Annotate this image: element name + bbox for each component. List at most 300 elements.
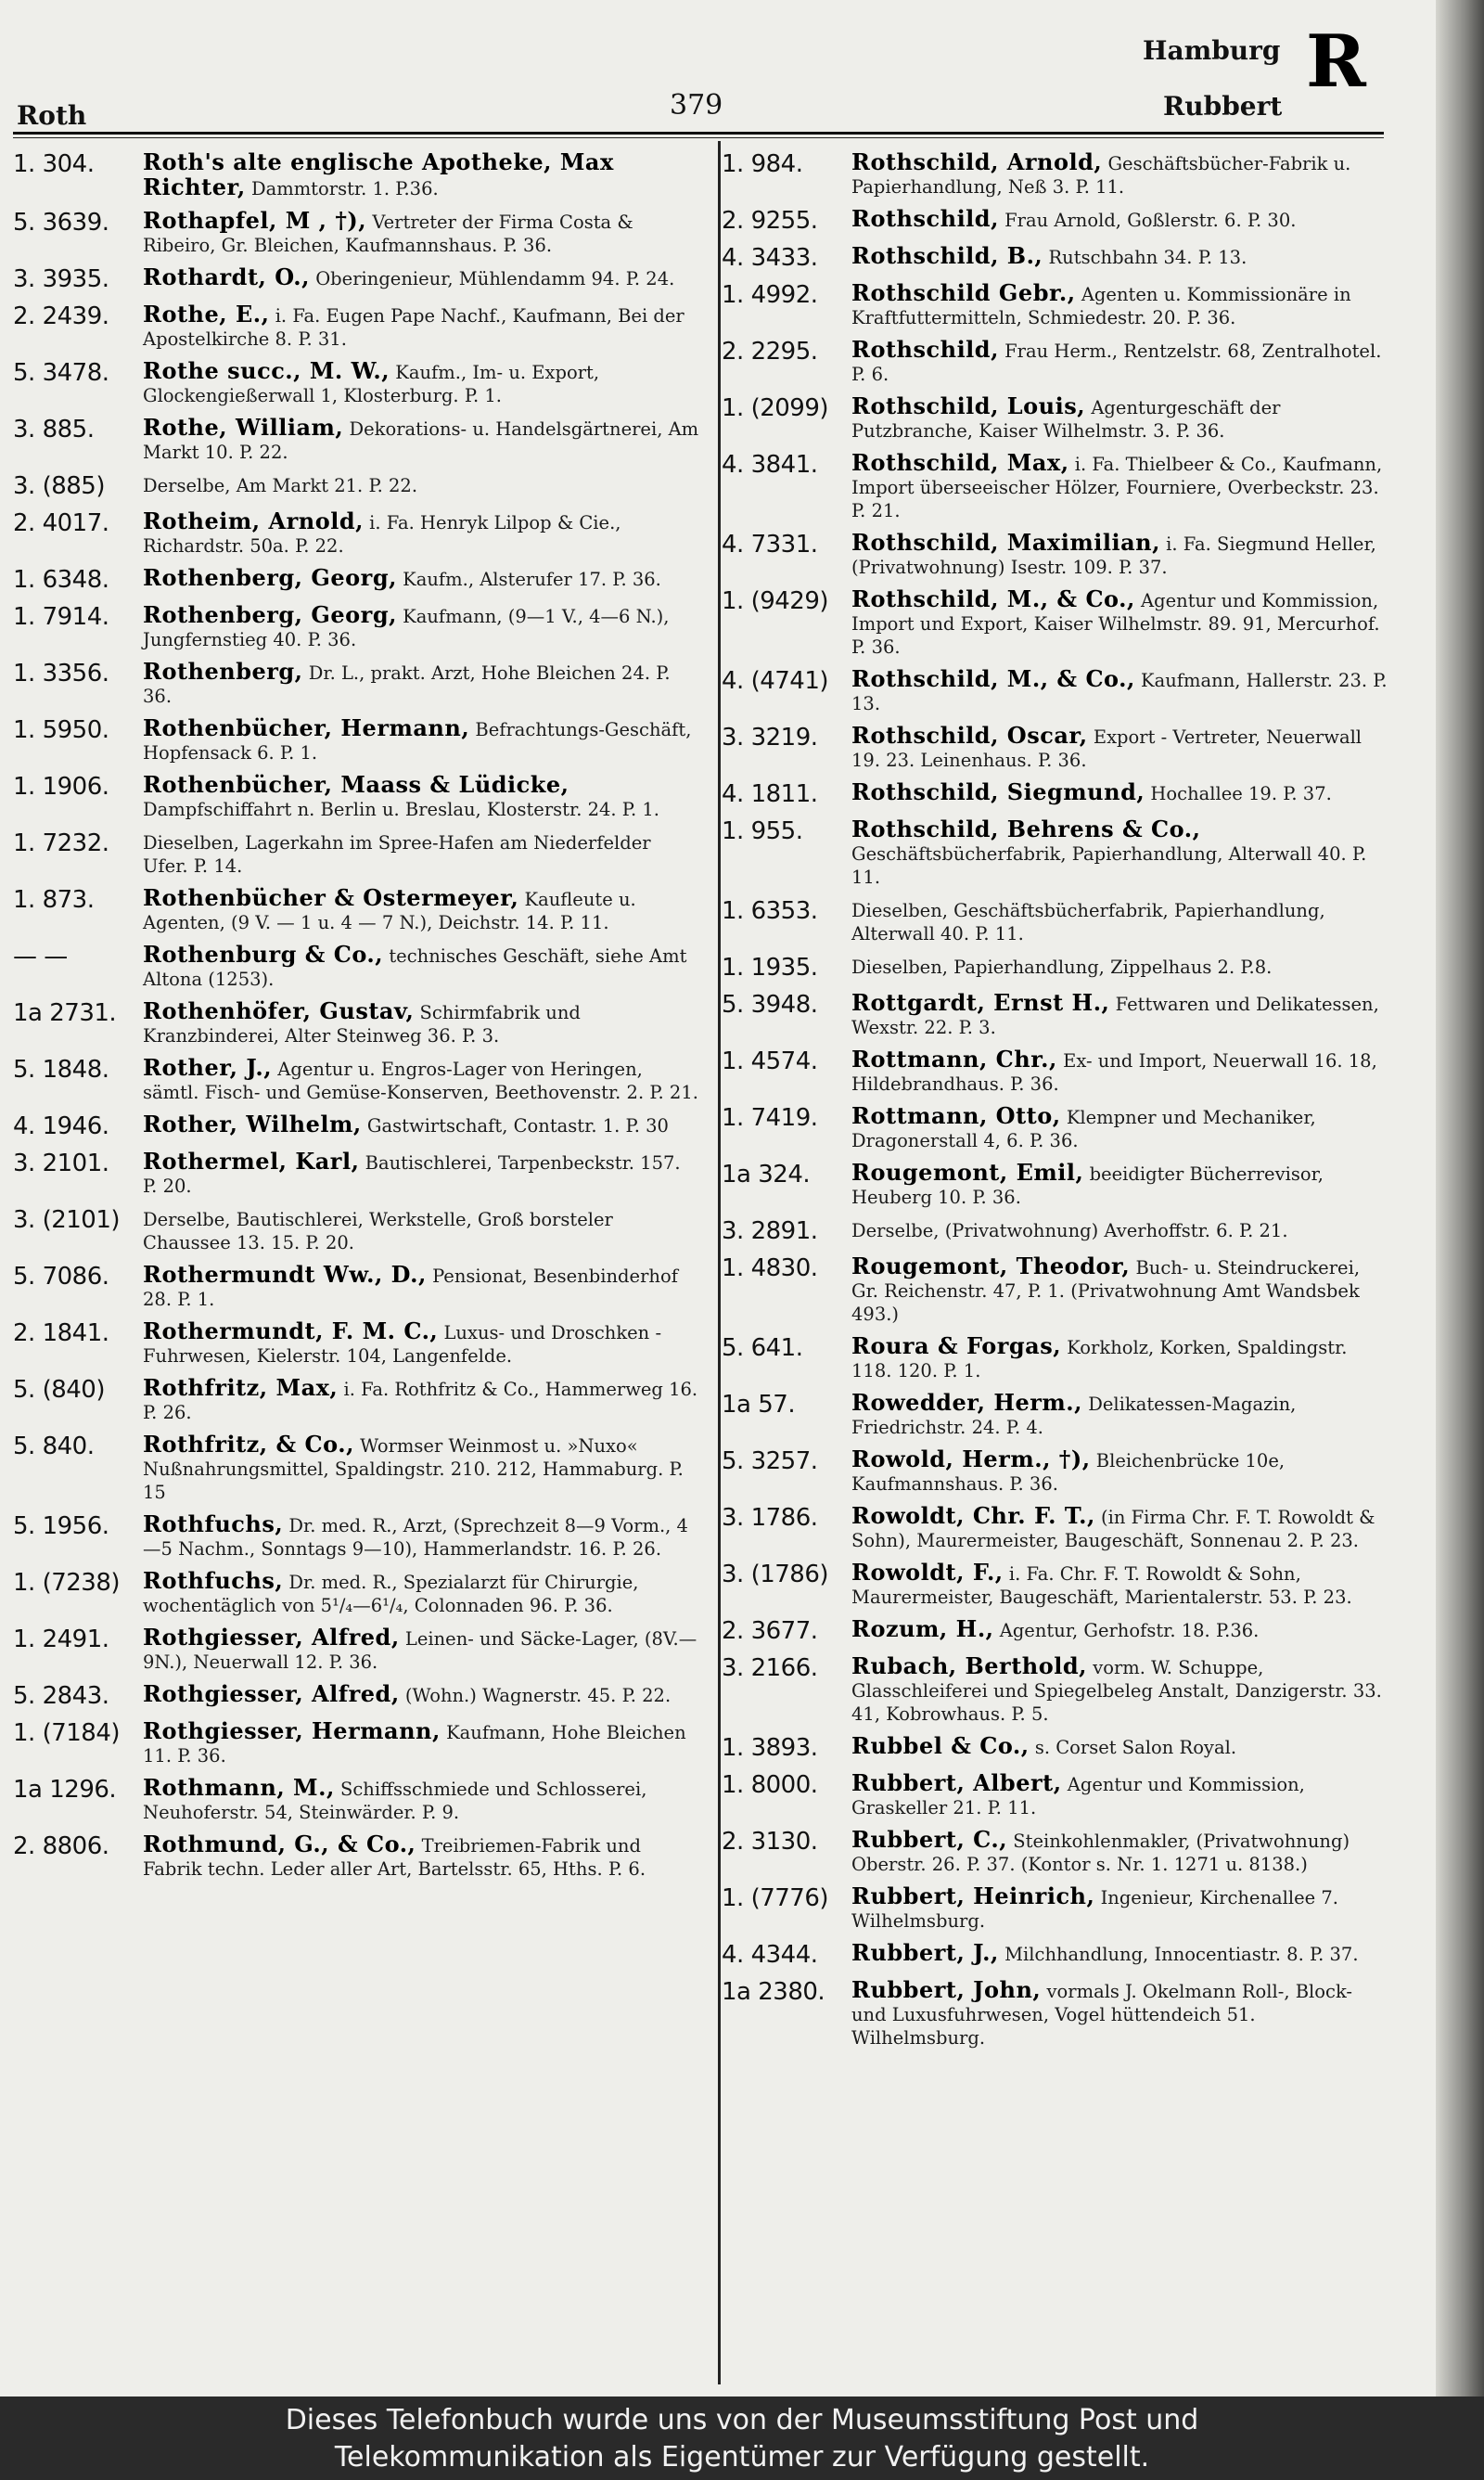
subscriber-name: Rothe, E.,: [143, 301, 270, 328]
entry-text: [143, 1112, 699, 1137]
header-section-letter: R: [1306, 19, 1366, 104]
entry-text: [143, 773, 699, 821]
directory-entry: [722, 667, 1389, 715]
directory-entry: [722, 1734, 1389, 1763]
entry-text: [851, 281, 1389, 329]
entry-detail: Kaufmann, Hallerstr. 23. P. 13.: [851, 670, 1388, 714]
phone-number: 2. 2295.: [722, 338, 818, 366]
subscriber-name: Rothfuchs,: [143, 1510, 284, 1537]
entry-detail: Buch- u. Steindruckerei, Gr. Reichenstr. 47, P. 1. (Privatwohnung Amt Wandsbek 493.): [851, 1257, 1361, 1325]
entry-detail: vormals J. Okelmann Roll-, Block- und Luxusfuhrwesen, Vogel hüttendeich 51. Wilhelmsburg.: [851, 1981, 1353, 2049]
entry-detail: Schirmfabrik und Kranzbinderei, Alter Steinweg 36. P. 3.: [143, 1002, 581, 1047]
entry-detail: Kaufm., Alsterufer 17. P. 36.: [403, 569, 661, 590]
entry-text: [143, 1719, 699, 1767]
entry-text: [143, 1776, 699, 1824]
entry-detail: Fettwaren und Delikatessen, Wexstr. 22. P. 3.: [851, 994, 1379, 1038]
phone-number: 2. 8806.: [13, 1832, 109, 1860]
directory-entry: [13, 999, 699, 1047]
subscriber-name: Roura & Forgas,: [851, 1332, 1062, 1359]
subscriber-name: Rottmann, Chr.,: [851, 1046, 1057, 1073]
entry-text: [143, 302, 699, 351]
entry-detail: Leinen- und Säcke-Lager, (8V.—9N.), Neuerwall 12. P. 36.: [143, 1628, 697, 1673]
entry-text: [851, 667, 1389, 715]
entry-text: [851, 954, 1389, 979]
phone-number: 2. 1841.: [13, 1319, 109, 1347]
entry-text: [143, 416, 699, 464]
entry-text: [143, 1206, 699, 1254]
phone-number: 1. 3893.: [722, 1734, 818, 1762]
directory-entry: [722, 531, 1389, 579]
subscriber-name: Rothermundt, F. M. C.,: [143, 1317, 439, 1344]
directory-entry: [722, 394, 1389, 443]
directory-entry: [13, 509, 699, 558]
left-column: [13, 150, 699, 1889]
subscriber-name: Rother, Wilhelm,: [143, 1111, 362, 1137]
phone-number: 1. 955.: [722, 817, 803, 845]
phone-number: 1. 8000.: [722, 1771, 818, 1799]
phone-number: 3. 2101.: [13, 1150, 109, 1177]
phone-number: 2. 9255.: [722, 207, 818, 235]
subscriber-name: Rothenhöfer, Gustav,: [143, 997, 415, 1024]
subscriber-name: Rubbert, Heinrich,: [851, 1882, 1095, 1909]
entry-text: [143, 1319, 699, 1368]
subscriber-name: Rothardt, O.,: [143, 263, 310, 290]
entry-text: [143, 1512, 699, 1561]
subscriber-name: Roth's alte englische Apotheke, Max Richter,: [143, 148, 614, 200]
phone-number: — —: [13, 943, 68, 970]
entry-text: [851, 150, 1389, 199]
phone-number: 2. 3677.: [722, 1617, 818, 1645]
entry-text: [143, 509, 699, 558]
directory-entry: [722, 1561, 1389, 1609]
subscriber-name: Rougemont, Theodor,: [851, 1253, 1131, 1279]
footer-line-1: Dieses Telefonbuch wurde uns von der Museumsstiftung Post und: [285, 2404, 1199, 2436]
subscriber-name: Rothe succ., M. W.,: [143, 357, 390, 384]
subscriber-name: Rothgiesser, Alfred,: [143, 1624, 400, 1651]
entry-text: [851, 1334, 1389, 1382]
phone-number: 4. 3433.: [722, 244, 818, 272]
entry-text: [851, 1828, 1389, 1876]
directory-entry: [722, 1884, 1389, 1933]
directory-entry: [722, 338, 1389, 386]
phone-number: 1. 984.: [722, 150, 803, 178]
subscriber-name: Rothenburg & Co.,: [143, 941, 384, 968]
header-keyword-right: Rubbert: [1163, 91, 1283, 122]
entry-text: [851, 394, 1389, 443]
entry-detail: vorm. W. Schuppe, Glasschleiferei und Spiegelbeleg Anstalt, Danzigerstr. 33. 41, Kobrowhaus. P. 5.: [851, 1657, 1382, 1725]
entry-text: [143, 1625, 699, 1674]
phone-number: 5. 3257.: [722, 1447, 818, 1475]
subscriber-name: Rubbel & Co.,: [851, 1732, 1030, 1759]
directory-entry: [13, 660, 699, 708]
phone-number: 1. 4830.: [722, 1254, 818, 1282]
phone-number: 5. 840.: [13, 1433, 95, 1460]
phone-number: 3. 2166.: [722, 1654, 818, 1682]
phone-number: 4. 3841.: [722, 451, 818, 479]
entry-text: [851, 1504, 1389, 1552]
directory-entry: [722, 1941, 1389, 1970]
directory-entry: [722, 207, 1389, 236]
directory-entry: [13, 1682, 699, 1711]
entry-text: [851, 1884, 1389, 1933]
entry-detail: Dr. med. R., Arzt, (Sprechzeit 8—9 Vorm., 4—5 Nachm., Sonntags 9—10), Hammerlandstr. 16. P. 26.: [143, 1515, 688, 1560]
entry-detail: (in Firma Chr. F. T. Rowoldt & Sohn), Maurermeister, Baugeschäft, Sonnenau 2. P. 23.: [851, 1507, 1375, 1551]
phone-number: 1. (2099): [722, 394, 829, 422]
phone-number: 4. 1946.: [13, 1112, 109, 1140]
entry-text: [143, 1263, 699, 1311]
phone-number: 1a 324.: [722, 1161, 811, 1189]
phone-number: 3. 885.: [13, 416, 95, 443]
entry-text: [143, 716, 699, 765]
entry-detail: Dieselben, Lagerkahn im Spree-Hafen am Niederfelder Ufer. P. 14.: [143, 832, 651, 877]
entry-text: [143, 1150, 699, 1198]
directory-entry: [722, 587, 1389, 659]
entry-text: [851, 1104, 1389, 1152]
entry-detail: Agentur und Kommission, Graskeller 21. P. 11.: [851, 1774, 1305, 1818]
subscriber-name: Rothschild, Louis,: [851, 392, 1086, 419]
directory-entry: [13, 1776, 699, 1824]
directory-entry: [13, 302, 699, 351]
entry-text: [851, 1391, 1389, 1439]
entry-detail: Korkholz, Korken, Spaldingstr. 118. 120. P. 1.: [851, 1337, 1348, 1381]
entry-detail: Wormser Weinmost u. »Nuxo« Nußnahrungsmittel, Spaldingstr. 210. 212, Hammaburg. P. 15: [143, 1435, 684, 1503]
phone-number: 5. 641.: [722, 1334, 803, 1362]
entry-detail: Luxus- und Droschken - Fuhrwesen, Kielerstr. 104, Langenfelde.: [143, 1322, 662, 1367]
entry-detail: Agentur, Gerhofstr. 18. P.36.: [999, 1620, 1260, 1641]
directory-entry: [13, 773, 699, 821]
entry-detail: Derselbe, Am Markt 21. P. 22.: [143, 475, 418, 496]
subscriber-name: Rothschild, B.,: [851, 242, 1043, 269]
subscriber-name: Rotheim, Arnold,: [143, 508, 364, 534]
entry-text: [143, 1376, 699, 1424]
subscriber-name: Rothenberg, Georg,: [143, 601, 397, 628]
entry-text: [143, 150, 699, 200]
entry-text: [143, 566, 699, 591]
directory-entry: [722, 954, 1389, 983]
entry-text: [851, 1734, 1389, 1759]
page-number: 379: [670, 89, 723, 122]
directory-entry: [722, 1334, 1389, 1382]
directory-entry: [722, 1504, 1389, 1552]
entry-text: [851, 207, 1389, 232]
subscriber-name: Rothschild, Behrens & Co.,: [851, 816, 1201, 842]
entry-text: [851, 1447, 1389, 1496]
entry-text: [143, 829, 699, 878]
phone-number: 4. (4741): [722, 667, 829, 695]
entry-detail: i. Fa. Rothfritz & Co., Hammerweg 16. P. 26.: [143, 1379, 698, 1423]
entry-text: [851, 1254, 1389, 1326]
entry-detail: i. Fa. Thielbeer & Co., Kaufmann, Import überseeischer Hölzer, Fourniere, Overbeckstr. 23. P. 21.: [851, 454, 1383, 521]
phone-number: 2. 4017.: [13, 509, 109, 537]
phone-number: 1. 6353.: [722, 897, 818, 925]
entry-detail: Derselbe, (Privatwohnung) Averhoffstr. 6. P. 21.: [851, 1220, 1288, 1241]
entry-text: [851, 1771, 1389, 1819]
subscriber-name: Rothermel, Karl,: [143, 1148, 360, 1175]
directory-entry: [722, 244, 1389, 273]
subscriber-name: Rothenberg,: [143, 658, 303, 685]
directory-entry: [13, 566, 699, 595]
header-keyword-left: Roth: [17, 100, 87, 131]
phone-number: 3. 1786.: [722, 1504, 818, 1532]
entry-text: [851, 817, 1389, 889]
entry-detail: Dekorations- u. Handelsgärtnerei, Am Markt 10. P. 22.: [143, 418, 699, 463]
entry-detail: Klempner und Mechaniker, Dragonerstall 4, 6. P. 36.: [851, 1107, 1316, 1151]
subscriber-name: Rothfritz, & Co.,: [143, 1431, 354, 1458]
entry-text: [143, 1433, 699, 1504]
entry-detail: Oberingenieur, Mühlendamm 94. P. 24.: [315, 268, 675, 289]
subscriber-name: Rothenberg, Georg,: [143, 564, 397, 591]
subscriber-name: Rothschild, Arnold,: [851, 148, 1103, 175]
directory-entry: [13, 1433, 699, 1504]
header-rule-thin: [13, 137, 1384, 138]
entry-detail: Geschäftsbücher-Fabrik u. Papierhandlung, Neß 3. P. 11.: [851, 153, 1351, 198]
directory-entry: [13, 1512, 699, 1561]
subscriber-name: Rothapfel, M , †),: [143, 207, 367, 234]
entry-detail: Milchhandlung, Innocentiastr. 8. P. 37.: [1004, 1944, 1359, 1965]
phone-number: 1. 2491.: [13, 1625, 109, 1653]
phone-number: 1. 6348.: [13, 566, 109, 594]
entry-detail: Hochallee 19. P. 37.: [1150, 783, 1332, 804]
entry-text: [851, 1654, 1389, 1726]
directory-entry: [722, 1654, 1389, 1726]
directory-entry: [13, 1625, 699, 1674]
entry-text: [143, 1056, 699, 1104]
entry-detail: Gastwirtschaft, Contastr. 1. P. 30: [366, 1115, 669, 1137]
subscriber-name: Rowedder, Herm.,: [851, 1389, 1083, 1416]
entry-text: [851, 1978, 1389, 2050]
entry-text: [851, 897, 1389, 945]
phone-number: 2. 3130.: [722, 1828, 818, 1856]
phone-number: 1a 1296.: [13, 1776, 117, 1804]
directory-entry: [722, 1447, 1389, 1496]
subscriber-name: Rothschild, Siegmund,: [851, 778, 1145, 805]
directory-entry: [722, 991, 1389, 1039]
entry-detail: Derselbe, Bautischlerei, Werkstelle, Groß borsteler Chaussee 13. 15. P. 20.: [143, 1209, 613, 1253]
subscriber-name: Rozum, H.,: [851, 1615, 994, 1642]
subscriber-name: Rothenbücher, Hermann,: [143, 714, 470, 741]
column-divider: [718, 141, 721, 2384]
entry-detail: i. Fa. Henryk Lilpop & Cie., Richardstr. 50a. P. 22.: [143, 512, 621, 557]
entry-detail: Geschäftsbücherfabrik, Papierhandlung, Alterwall 40. P. 11.: [851, 843, 1367, 888]
subscriber-name: Rothschild, Max,: [851, 449, 1069, 476]
entry-text: [851, 1047, 1389, 1096]
phone-number: 5. 1956.: [13, 1512, 109, 1540]
phone-number: 1. (7184): [13, 1719, 121, 1747]
entry-text: [851, 991, 1389, 1039]
directory-entry: [13, 1056, 699, 1104]
subscriber-name: Rottmann, Otto,: [851, 1102, 1061, 1129]
subscriber-name: Rothe, William,: [143, 414, 344, 441]
entry-detail: Delikatessen-Magazin, Friedrichstr. 24. P. 4.: [851, 1394, 1297, 1438]
entry-detail: Dr. med. R., Spezialarzt für Chirurgie, wochentäglich von 5¹/₄—6¹/₄, Colonnaden 96. P. 36.: [143, 1572, 639, 1616]
phone-number: 1. 7914.: [13, 603, 109, 631]
entry-text: [851, 244, 1389, 269]
phone-number: 1. 3356.: [13, 660, 109, 687]
entry-text: [851, 1617, 1389, 1642]
entry-detail: technisches Geschäft, siehe Amt Altona (1253).: [143, 945, 687, 990]
subscriber-name: Rowoldt, Chr. F. T.,: [851, 1502, 1095, 1529]
entry-text: [143, 999, 699, 1047]
entry-detail: Frau Arnold, Goßlerstr. 6. P. 30.: [1004, 210, 1297, 231]
entry-detail: Kaufleute u. Agenten, (9 V. — 1 u. 4 — 7 N.), Deichstr. 14. P. 11.: [143, 889, 636, 933]
directory-entry: [722, 1617, 1389, 1646]
phone-number: 3. 2891.: [722, 1217, 818, 1245]
right-column: [722, 150, 1389, 2058]
phone-number: 3. (885): [13, 472, 105, 500]
entry-detail: i. Fa. Chr. F. T. Rowoldt & Sohn, Maurermeister, Baugeschäft, Marientalerstr. 53. P. 23.: [851, 1563, 1352, 1608]
directory-entry: [722, 451, 1389, 522]
directory-entry: [13, 150, 699, 200]
entry-detail: Steinkohlenmakler, (Privatwohnung) Oberstr. 26. P. 37. (Kontor s. Nr. 1. 1271 u. 8138.): [851, 1831, 1350, 1875]
header-city: Hamburg: [1143, 35, 1281, 66]
phone-number: 3. 3219.: [722, 724, 818, 752]
entry-text: [143, 603, 699, 651]
entry-detail: Bleichenbrücke 10e, Kaufmannshaus. P. 36.: [851, 1450, 1286, 1495]
phone-number: 1. 5950.: [13, 716, 109, 744]
directory-entry: [13, 943, 699, 991]
entry-detail: Kaufmann, Hohe Bleichen 11. P. 36.: [143, 1722, 686, 1767]
entry-text: [143, 660, 699, 708]
entry-detail: Schiffsschmiede und Schlosserei, Neuhoferstr. 54, Steinwärder. P. 9.: [143, 1779, 647, 1823]
phone-number: 1. 1906.: [13, 773, 109, 801]
entry-text: [143, 359, 699, 407]
subscriber-name: Rothschild Gebr.,: [851, 279, 1076, 306]
directory-entry: [722, 724, 1389, 772]
entry-detail: Dieselben, Papierhandlung, Zippelhaus 2. P.8.: [851, 957, 1273, 978]
entry-detail: Bautischlerei, Tarpenbeckstr. 157. P. 20.: [143, 1152, 681, 1197]
phone-number: 5. 3639.: [13, 209, 109, 237]
subscriber-name: Rothmund, G., & Co.,: [143, 1831, 416, 1857]
phone-number: 1. 4574.: [722, 1047, 818, 1075]
directory-entry: [13, 829, 699, 878]
entry-text: [143, 209, 699, 257]
entry-text: [851, 1217, 1389, 1242]
phone-number: 2. 2439.: [13, 302, 109, 330]
phone-number: 1. 873.: [13, 886, 95, 914]
phone-number: 3. (1786): [722, 1561, 829, 1588]
footer-line-2: Telekommunikation als Eigentümer zur Verfügung gestellt.: [334, 2441, 1150, 2474]
directory-entry: [722, 1978, 1389, 2050]
subscriber-name: Rubbert, J.,: [851, 1939, 999, 1966]
subscriber-name: Rothenbücher, Maass & Lüdicke,: [143, 771, 569, 798]
footer-notice: [0, 2396, 1484, 2480]
entry-detail: Ingenieur, Kirchenallee 7. Wilhelmsburg.: [851, 1887, 1339, 1932]
directory-entry: [722, 780, 1389, 809]
phone-number: 4. 4344.: [722, 1941, 818, 1969]
phone-number: 1. (9429): [722, 587, 829, 615]
phone-number: 1a 57.: [722, 1391, 796, 1419]
phone-number: 1a 2380.: [722, 1978, 825, 2006]
entry-detail: Agenten u. Kommissionäre in Kraftfuttermitteln, Schmiedestr. 20. P. 36.: [851, 284, 1351, 328]
header-rule: [13, 132, 1384, 135]
directory-entry: [13, 1112, 699, 1141]
directory-entry: [722, 1828, 1389, 1876]
phone-number: 4. 7331.: [722, 531, 818, 559]
phone-number: 5. 2843.: [13, 1682, 109, 1710]
directory-entry: [13, 1569, 699, 1617]
entry-text: [143, 1569, 699, 1617]
directory-entry: [13, 359, 699, 407]
entry-text: [143, 886, 699, 934]
subscriber-name: Rothschild,: [851, 205, 999, 232]
subscriber-name: Rothfuchs,: [143, 1567, 284, 1594]
phone-number: 5. 7086.: [13, 1263, 109, 1291]
directory-entry: [13, 1319, 699, 1368]
subscriber-name: Rothschild, Maximilian,: [851, 529, 1160, 556]
phone-number: 1a 2731.: [13, 999, 117, 1027]
entry-detail: Agenturgeschäft der Putzbranche, Kaiser Wilhelmstr. 3. P. 36.: [851, 397, 1281, 442]
entry-text: [143, 265, 699, 290]
phone-number: 1. 304.: [13, 150, 95, 178]
entry-text: [851, 780, 1389, 805]
directory-entry: [722, 1104, 1389, 1152]
subscriber-name: Rubach, Berthold,: [851, 1652, 1087, 1679]
entry-detail: Dieselben, Geschäftsbücherfabrik, Papierhandlung, Alterwall 40. P. 11.: [851, 900, 1325, 944]
entry-text: [851, 724, 1389, 772]
directory-entry: [722, 1771, 1389, 1819]
entry-detail: Vertreter der Firma Costa & Ribeiro, Gr. Bleichen, Kaufmannshaus. P. 36.: [143, 212, 633, 256]
directory-entry: [13, 886, 699, 934]
subscriber-name: Rothermundt Ww., D.,: [143, 1261, 427, 1288]
entry-text: [851, 1161, 1389, 1209]
subscriber-name: Rothenbücher & Ostermeyer,: [143, 884, 519, 911]
directory-entry: [722, 1047, 1389, 1096]
subscriber-name: Rothfritz, Max,: [143, 1374, 339, 1401]
entry-text: [851, 1561, 1389, 1609]
phone-number: 5. 3478.: [13, 359, 109, 387]
subscriber-name: Rowoldt, F.,: [851, 1559, 1004, 1586]
entry-text: [143, 472, 699, 497]
entry-detail: beeidigter Bücherrevisor, Heuberg 10. P. 36.: [851, 1163, 1324, 1208]
entry-detail: Pensionat, Besenbinderhof 28. P. 1.: [143, 1266, 678, 1310]
subscriber-name: Rothgiesser, Hermann,: [143, 1717, 441, 1744]
phone-number: 1. (7776): [722, 1884, 829, 1912]
phone-number: 1. (7238): [13, 1569, 121, 1597]
directory-entry: [13, 1832, 699, 1881]
directory-entry: [722, 1254, 1389, 1326]
phone-number: 1. 7232.: [13, 829, 109, 857]
phone-number: 5. 3948.: [722, 991, 818, 1019]
entry-detail: Kaufm., Im- u. Export, Glockengießerwall 1, Klosterburg. P. 1.: [143, 362, 600, 406]
directory-entry: [13, 472, 699, 501]
entry-detail: i. Fa. Siegmund Heller, (Privatwohnung) Isestr. 109. P. 37.: [851, 533, 1376, 578]
subscriber-name: Rothschild,: [851, 336, 999, 363]
directory-entry: [13, 716, 699, 765]
phone-number: 5. (840): [13, 1376, 105, 1404]
subscriber-name: Rothgiesser, Alfred,: [143, 1680, 400, 1707]
phone-number: 1. 4992.: [722, 281, 818, 309]
subscriber-name: Rothschild, M., & Co.,: [851, 665, 1135, 692]
entry-detail: Treibriemen-Fabrik und Fabrik techn. Leder aller Art, Bartelsstr. 65, Hths. P. 6.: [143, 1835, 646, 1880]
entry-text: [143, 1682, 699, 1707]
directory-entry: [722, 897, 1389, 945]
directory-entry: [13, 209, 699, 257]
entry-text: [851, 531, 1389, 579]
subscriber-name: Rothmann, M.,: [143, 1774, 335, 1801]
directory-entry: [13, 416, 699, 464]
directory-entry: [13, 1376, 699, 1424]
entry-text: [851, 338, 1389, 386]
phone-number: 4. 1811.: [722, 780, 818, 808]
directory-entry: [13, 265, 699, 294]
entry-text: [851, 587, 1389, 659]
subscriber-name: Rowold, Herm., †),: [851, 1446, 1091, 1472]
phone-number: 1. 7419.: [722, 1104, 818, 1132]
directory-entry: [13, 1206, 699, 1254]
subscriber-name: Rubbert, C.,: [851, 1826, 1008, 1853]
entry-text: [851, 451, 1389, 522]
entry-text: [143, 1832, 699, 1881]
